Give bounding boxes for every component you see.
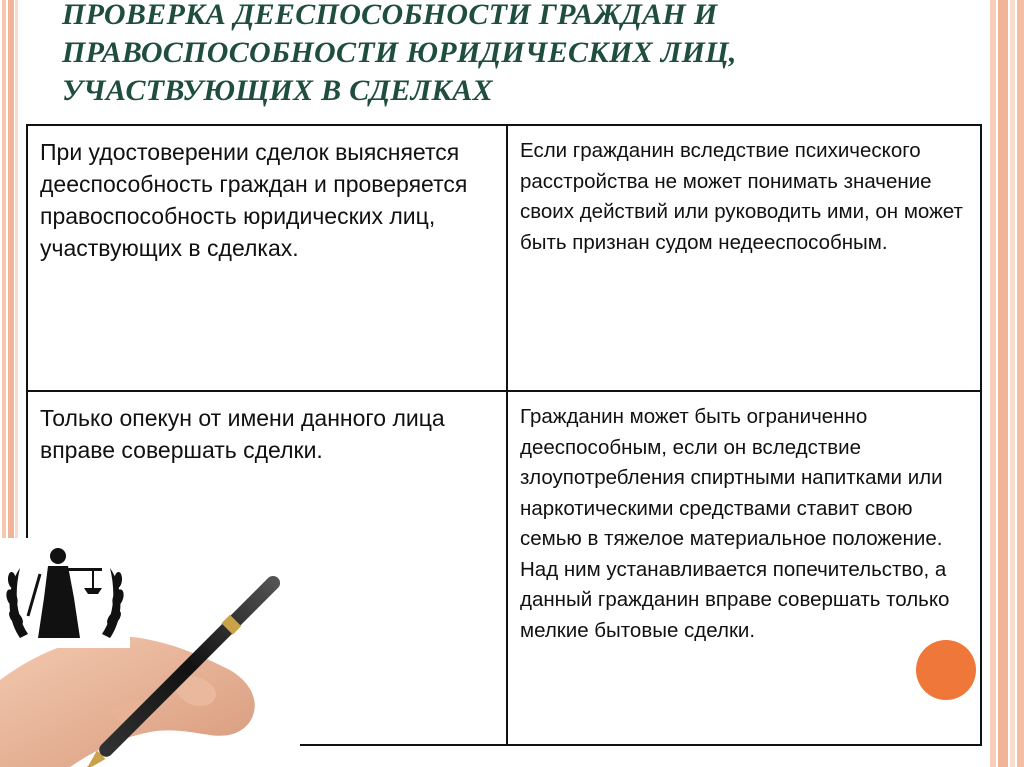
left-decorative-stripes xyxy=(0,0,20,540)
orange-circle-icon xyxy=(916,640,976,700)
table-cell-right: Если гражданин вследствие психического расстройства не может понимать значение своих действий или руководить ими, он может быть признан судом недееспособным. xyxy=(507,125,981,391)
table-cell-right: Гражданин может быть ограниченно дееспособным, если он вследствие злоупотребления спиртными напитками или наркотическими средствами ставит свою семью в тяжелое материальное положение. Над ним устанавливается попечительство, а данный гражданин вправе совершать только мелкие бытовые сделки. xyxy=(507,391,981,745)
table-row xyxy=(27,125,981,391)
table-cell-left: При удостоверении сделок выясняется дееспособность граждан и проверяется правоспособность юридических лиц, участвующих в сделках. xyxy=(27,125,507,391)
justice-scales-emblem-icon xyxy=(0,538,130,648)
slide-title: ПРОВЕРКА ДЕЕСПОСОБНОСТИ ГРАЖДАН И ПРАВОСПОСОБНОСТИ ЮРИДИЧЕСКИХ ЛИЦ, УЧАСТВУЮЩИХ В СДЕЛКАХ xyxy=(62,0,737,107)
table-cell-left: Только опекун от имени данного лица вправе совершать сделки. xyxy=(27,391,507,745)
right-decorative-stripes xyxy=(990,0,1024,767)
